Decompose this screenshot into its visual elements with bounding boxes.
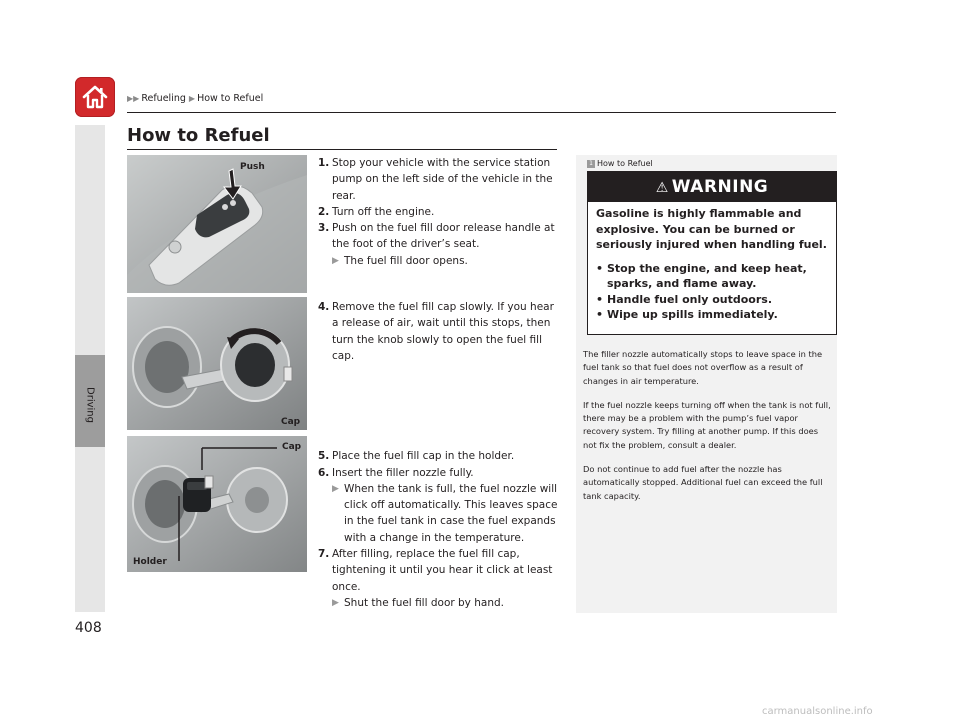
result-arrow-icon: ▶: [332, 483, 339, 494]
home-button[interactable]: [75, 77, 115, 117]
warning-list: [596, 261, 832, 323]
warning-item: • Stop the engine, and keep heat, sparks, and flame away.: [596, 261, 832, 292]
result-arrow-icon: ▶: [332, 597, 339, 608]
figure-cap-in-holder: [127, 436, 307, 572]
callout-holder: Holder: [133, 557, 167, 567]
breadcrumb-arrow-icon: ▶: [188, 94, 196, 103]
step-2: 2. Turn off the engine.: [318, 205, 435, 218]
breadcrumb-item-refueling[interactable]: Refueling: [141, 93, 186, 104]
warning-triangle-icon: ⚠: [655, 180, 669, 196]
house-icon: [80, 82, 110, 112]
title-rule: [127, 149, 557, 150]
warning-text: Gasoline is highly flammable and explosive. You can be burned or seriously injured when handling fuel. • Stop the engine, and keep heat, sparks, and flame away. • Handle fuel only outdoors. • Wipe up spills immediately.: [596, 206, 832, 323]
step-7: 7. After filling, replace the fuel fill cap, tightening it until you hear it click at least once.: [318, 548, 553, 593]
warning-item: • Wipe up spills immediately.: [596, 307, 832, 323]
note-paragraph: If the fuel nozzle keeps turning off when the tank is not full, there may be a problem with the pump’s fuel vapor recovery system. Try filling at another pump. If this does not fix the problem, consult a dealer.: [583, 399, 831, 450]
side-tab-label: Driving: [84, 387, 96, 423]
note-index-badge: 1: [587, 160, 595, 168]
step-4: 4. Remove the fuel fill cap slowly. If you hear a release of air, wait until this stops, then turn the knob slowly to open the fuel fill cap.: [318, 301, 554, 362]
side-tab-upper: [75, 125, 105, 355]
note-heading[interactable]: 1 How to Refuel: [587, 159, 653, 168]
note-paragraph: The filler nozzle automatically stops to leave space in the fuel tank so that fuel does not overflow as a result of changes in air temperature.: [583, 349, 823, 386]
figure-fuel-cap: [127, 297, 307, 430]
step-3-result: ▶ The fuel fill door opens.: [318, 253, 558, 269]
breadcrumb-arrow-icon: ▶▶: [127, 94, 140, 103]
result-arrow-icon: ▶: [332, 255, 339, 266]
warning-header: ⚠ WARNING: [588, 172, 836, 202]
header-rule: [127, 112, 836, 113]
page-title: How to Refuel: [127, 125, 270, 146]
side-tab-lower: [75, 447, 105, 612]
step-1: 1. Stop your vehicle with the service station pump on the left side of the vehicle in the rear.: [318, 157, 553, 202]
note-body: [583, 348, 831, 514]
step-7-result: ▶ Shut the fuel fill door by hand.: [318, 595, 558, 611]
callout-push: Push: [240, 162, 265, 172]
step-5: 5. Place the fuel fill cap in the holder.: [318, 450, 515, 463]
breadcrumb: [127, 93, 263, 104]
breadcrumb-item-how-to-refuel[interactable]: How to Refuel: [197, 93, 264, 104]
figure-release-handle: [127, 155, 307, 293]
callout-cap-holder-figure: Cap: [282, 442, 302, 452]
callout-cap: Cap: [281, 417, 301, 427]
step-list: [318, 155, 558, 611]
page-number: 408: [75, 620, 102, 636]
warning-item: • Handle fuel only outdoors.: [596, 292, 832, 308]
step-6-result: ▶ When the tank is full, the fuel nozzle will click off automatically. This leaves space in the fuel tank in case the fuel expands with a change in the temperature.: [332, 482, 558, 544]
watermark: carmanualsonline.info: [762, 706, 873, 717]
step-6: 6. Insert the filler nozzle fully.: [318, 466, 474, 479]
note-paragraph: Do not continue to add fuel after the nozzle has automatically stopped. Additional fuel can exceed the full tank capacity.: [583, 464, 823, 501]
step-3: 3. Push on the fuel fill door release handle at the foot of the driver’s seat.: [318, 222, 555, 251]
warning-box: [587, 171, 837, 335]
